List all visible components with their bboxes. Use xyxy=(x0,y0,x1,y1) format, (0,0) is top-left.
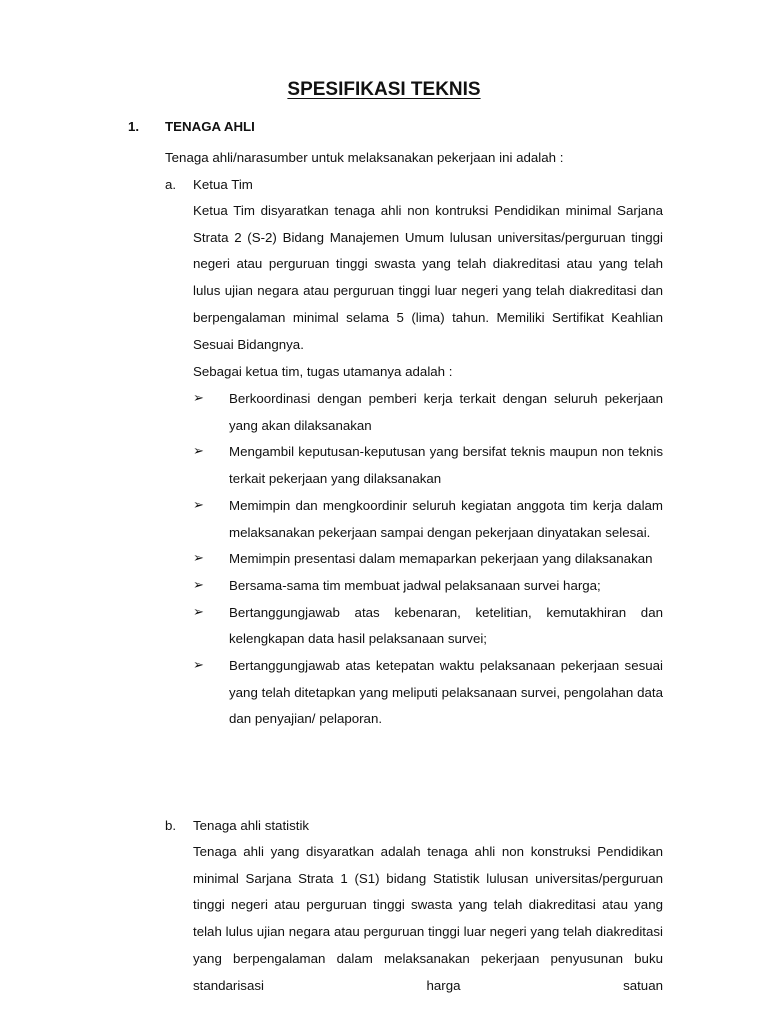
list-item xyxy=(193,600,663,653)
subsection-a-body: Ketua Tim disyaratkan tenaga ahli non kontruksi Pendidikan minimal Sarjana Strata 2 (S-2) Bidang Manajemen Umum lulusan universitas/perguruan tinggi negeri atau perguruan tinggi swasta yang telah diakreditasi atau yang telah lulus ujian negara atau perguruan tinggi luar negeri yang telah diakreditasi dan berpengalaman minimal selama 5 (lima) tahun. Memiliki Sertifikat Keahlian Sesuai Bidangnya. xyxy=(193,203,663,352)
subsection-a-letter: a. xyxy=(165,177,177,192)
list-item-text: Bertanggungjawab atas ketepatan waktu pelaksanaan pekerjaan sesuai yang telah ditetapkan yang meliputi pelaksanaan survei, pengolahan data dan penyajian/ pelaporan. xyxy=(229,658,663,727)
list-item-text: Memimpin dan mengkoordinir seluruh kegiatan anggota tim kerja dalam melaksanakan pekerjaan sampai dengan pekerjaan dinyatakan selesai. xyxy=(229,497,663,540)
list-item xyxy=(193,546,663,573)
list-item xyxy=(193,653,663,733)
list-item-text: Bersama-sama tim membuat jadwal pelaksanaan survei harga; xyxy=(229,577,601,593)
arrow-right-icon: ➢ xyxy=(193,577,204,593)
document-title: SPESIFIKASI TEKNIS xyxy=(287,79,481,100)
list-item-text: Bertanggungjawab atas kebenaran, ketelitian, kemutakhiran dan kelengkapan data hasil pelaksanaan survei; xyxy=(229,604,663,647)
arrow-right-icon: ➢ xyxy=(193,551,204,567)
duties-list xyxy=(193,386,663,733)
duties-lead: Sebagai ketua tim, tugas utamanya adalah : xyxy=(193,364,453,379)
list-item xyxy=(193,439,663,492)
subsection-b-body: Tenaga ahli yang disyaratkan adalah tenaga ahli non konstruksi Pendidikan minimal Sarjana Strata 1 (S1) bidang Statistik lulusan universitas/perguruan tinggi negeri atau perguruan tinggi swasta yang telah diakreditasi atau yang telah lulus ujian negara atau perguruan tinggi luar negeri yang telah diakreditasi yang berpengalaman dalam melaksanakan pekerjaan penyusunan buku standarisasi harga satuan xyxy=(193,844,663,993)
arrow-right-icon: ➢ xyxy=(193,497,204,513)
section-number: 1. xyxy=(128,119,140,134)
intro-text: Tenaga ahli/narasumber untuk melaksanakan pekerjaan ini adalah : xyxy=(165,150,564,165)
list-item xyxy=(193,573,663,600)
subsection-b-heading: Tenaga ahli statistik xyxy=(193,818,310,833)
section-title: TENAGA AHLI xyxy=(165,119,255,134)
arrow-right-icon: ➢ xyxy=(193,658,204,674)
list-item xyxy=(193,386,663,439)
arrow-right-icon: ➢ xyxy=(193,444,204,460)
subsection-b-letter: b. xyxy=(165,818,177,833)
list-item-text: Memimpin presentasi dalam memaparkan pekerjaan yang dilaksanakan xyxy=(229,551,653,567)
list-item-text: Mengambil keputusan-keputusan yang bersifat teknis maupun non teknis terkait pekerjaan yang dilaksanakan xyxy=(229,444,663,487)
arrow-right-icon: ➢ xyxy=(193,391,204,406)
arrow-right-icon: ➢ xyxy=(193,604,204,620)
list-item xyxy=(193,493,663,546)
list-item-text: Berkoordinasi dengan pemberi kerja terkait dengan seluruh pekerjaan yang akan dilaksanakan xyxy=(229,391,663,433)
subsection-a-heading: Ketua Tim xyxy=(193,177,253,192)
